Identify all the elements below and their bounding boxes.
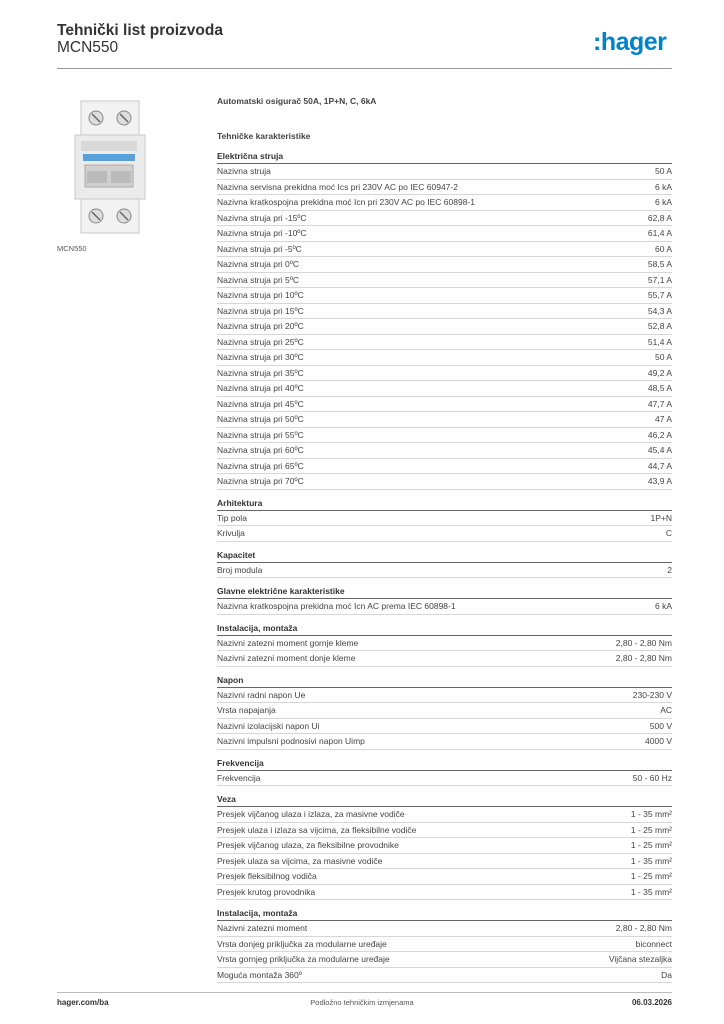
spec-value: Da (661, 969, 672, 980)
spec-label: Nazivna struja pri 5ºC (217, 274, 299, 285)
spec-value: 500 V (649, 720, 672, 731)
spec-label: Nazivna struja pri -10ºC (217, 228, 307, 238)
spec-row (217, 719, 672, 735)
spec-label: Nazivni zatezni moment gornje kleme (217, 637, 359, 648)
spec-value: Vijčana stezaljka (608, 954, 672, 964)
spec-label: Presjek ulaza sa vijcima, za masivne vodiče (217, 855, 383, 866)
spec-value: 6 kA (654, 601, 672, 611)
spec-section (217, 793, 672, 900)
spec-row (217, 195, 672, 211)
spec-row (217, 734, 672, 750)
footer-date: 06.03.2026 (631, 998, 672, 1007)
spec-section (217, 757, 672, 787)
spec-value: 62,8 A (647, 212, 672, 223)
spec-value: 44,7 A (647, 460, 672, 471)
spec-section (217, 585, 672, 615)
spec-value: 51,4 A (647, 336, 672, 347)
spec-row (217, 854, 672, 870)
header-divider (57, 68, 672, 69)
spec-label: Nazivna kratkospojna prekidna moć Icn AC prema IEC 60898-1 (217, 601, 456, 611)
spec-label: Krivulja (217, 528, 245, 538)
spec-row (217, 526, 672, 542)
spec-value: 2,80 - 2,80 Nm (615, 637, 672, 648)
spec-row (217, 211, 672, 227)
spec-section (217, 674, 672, 750)
image-caption: MCN550 (57, 244, 87, 253)
spec-label: Nazivni izolacijski napon Ui (217, 720, 320, 731)
spec-value: 1 - 35 mm² (630, 809, 672, 819)
spec-value: 50 A (654, 352, 672, 362)
spec-value: 49,2 A (647, 367, 672, 378)
spec-row (217, 937, 672, 953)
spec-value: AC (660, 705, 672, 715)
spec-label: Nazivna struja pri -15ºC (217, 212, 307, 223)
tech-heading: Tehničke karakteristike (217, 131, 311, 141)
spec-value: 45,4 A (647, 445, 672, 455)
product-image (57, 99, 161, 235)
section-title: Glavne električne karakteristike (217, 585, 672, 599)
spec-table (217, 150, 672, 990)
spec-row (217, 397, 672, 413)
spec-row (217, 319, 672, 335)
spec-value: 48,5 A (647, 383, 672, 393)
spec-value: 1 - 35 mm² (630, 886, 672, 897)
spec-label: Nazivna struja pri 40ºC (217, 383, 304, 393)
spec-value: biconnect (635, 938, 672, 949)
spec-label: Nazivna struja pri 15ºC (217, 305, 304, 316)
spec-value: 1 - 25 mm² (630, 840, 672, 850)
spec-row (217, 688, 672, 704)
spec-row (217, 511, 672, 527)
spec-row (217, 350, 672, 366)
section-title: Veza (217, 793, 672, 807)
section-title: Instalacija, montaža (217, 907, 672, 921)
spec-label: Frekvencija (217, 772, 261, 783)
spec-value: 6 kA (654, 181, 672, 192)
spec-row (217, 459, 672, 475)
spec-row (217, 952, 672, 968)
section-title: Električna struja (217, 150, 672, 164)
spec-section (217, 497, 672, 542)
spec-label: Vrsta gornjeg priključka za modularne uređaje (217, 954, 390, 964)
spec-value: 2 (667, 564, 672, 575)
section-title: Kapacitet (217, 549, 672, 563)
spec-row (217, 443, 672, 459)
spec-value: 2,80 - 2,80 Nm (615, 923, 672, 933)
spec-row (217, 838, 672, 854)
spec-value: 57,1 A (647, 274, 672, 285)
spec-label: Presjek ulaza i izlaza sa vijcima, za fleksibilne vodiče (217, 824, 417, 835)
spec-row (217, 226, 672, 242)
spec-label: Vrsta napajanja (217, 705, 276, 715)
spec-row (217, 164, 672, 180)
spec-value: 55,7 A (647, 290, 672, 300)
spec-label: Nazivni impulsni podnosivi napon Uimp (217, 736, 365, 746)
spec-label: Nazivna struja pri 25ºC (217, 336, 304, 347)
spec-value: 58,5 A (647, 259, 672, 269)
spec-row (217, 288, 672, 304)
spec-label: Nazivni zatezni moment donje kleme (217, 653, 356, 663)
spec-label: Nazivna struja pri 55ºC (217, 429, 304, 440)
spec-row (217, 366, 672, 382)
spec-label: Nazivna struja (217, 166, 271, 176)
spec-row (217, 651, 672, 667)
section-title: Napon (217, 674, 672, 688)
spec-section (217, 549, 672, 579)
footer-website: hager.com/ba (57, 998, 109, 1007)
spec-label: Nazivna struja pri -5ºC (217, 243, 302, 254)
spec-label: Nazivna struja pri 50ºC (217, 414, 304, 424)
spec-label: Nazivni radni napon Ue (217, 689, 306, 700)
spec-value: C (665, 528, 672, 538)
spec-label: Broj modula (217, 564, 263, 575)
spec-row (217, 257, 672, 273)
spec-label: Nazivna struja pri 60ºC (217, 445, 304, 455)
spec-row (217, 428, 672, 444)
spec-value: 47 A (654, 414, 672, 424)
spec-section (217, 622, 672, 667)
spec-row (217, 968, 672, 984)
spec-label: Presjek fleksibilnog vodiča (217, 871, 317, 881)
spec-label: Nazivna struja pri 10ºC (217, 290, 304, 300)
section-title: Instalacija, montaža (217, 622, 672, 636)
spec-value: 47,7 A (647, 398, 672, 409)
spec-value: 50 - 60 Hz (632, 772, 672, 783)
spec-value: 230-230 V (632, 689, 672, 700)
product-code: MCN550 (57, 39, 119, 56)
spec-row (217, 180, 672, 196)
spec-label: Presjek vijčanog ulaza i izlaza, za masivne vodiče (217, 809, 405, 819)
spec-label: Presjek krutog provodnika (217, 886, 316, 897)
spec-label: Presjek vijčanog ulaza, za fleksibilne provodnike (217, 840, 399, 850)
spec-value: 43,9 A (647, 476, 672, 486)
spec-section (217, 150, 672, 490)
spec-row (217, 242, 672, 258)
spec-label: Nazivna struja pri 70ºC (217, 476, 304, 486)
spec-label: Nazivna struja pri 45ºC (217, 398, 304, 409)
spec-value: 1 - 25 mm² (630, 824, 672, 835)
spec-label: Nazivni zatezni moment (217, 923, 308, 933)
spec-row (217, 807, 672, 823)
spec-value: 1P+N (650, 512, 672, 523)
spec-row (217, 636, 672, 652)
spec-row (217, 869, 672, 885)
spec-value: 2,80 - 2,80 Nm (615, 653, 672, 663)
spec-section (217, 907, 672, 983)
spec-value: 1 - 25 mm² (630, 871, 672, 881)
section-title: Frekvencija (217, 757, 672, 771)
spec-label: Moguća montaža 360º (217, 969, 302, 980)
spec-row (217, 771, 672, 787)
spec-row (217, 335, 672, 351)
spec-label: Tip pola (217, 512, 247, 523)
spec-row (217, 885, 672, 901)
spec-row (217, 304, 672, 320)
footer-note: Podložno tehničkim izmjenama (310, 998, 414, 1007)
spec-value: 52,8 A (647, 321, 672, 331)
spec-label: Nazivna struja pri 30ºC (217, 352, 304, 362)
page-title: Tehnički list proizvoda (57, 22, 223, 39)
section-title: Arhitektura (217, 497, 672, 511)
spec-value: 60 A (654, 243, 672, 254)
spec-label: Nazivna kratkospojna prekidna moć Icn pri 230V AC po IEC 60898-1 (217, 197, 475, 207)
hager-logo: :hager (593, 28, 667, 56)
spec-row (217, 921, 672, 937)
spec-label: Nazivna struja pri 0ºC (217, 259, 299, 269)
spec-value: 61,4 A (647, 228, 672, 238)
spec-label: Nazivna struja pri 20ºC (217, 321, 304, 331)
spec-row (217, 703, 672, 719)
spec-row (217, 273, 672, 289)
spec-value: 1 - 35 mm² (630, 855, 672, 866)
spec-row (217, 823, 672, 839)
spec-label: Nazivna struja pri 65ºC (217, 460, 304, 471)
spec-value: 54,3 A (647, 305, 672, 316)
spec-value: 46,2 A (647, 429, 672, 440)
spec-label: Nazivna struja pri 35ºC (217, 367, 304, 378)
spec-label: Vrsta donjeg priključka za modularne uređaje (217, 938, 387, 949)
spec-row (217, 474, 672, 490)
spec-row (217, 412, 672, 428)
footer-divider (57, 992, 672, 993)
spec-row (217, 381, 672, 397)
product-name: Automatski osigurač 50A, 1P+N, C, 6kA (217, 96, 377, 106)
spec-row (217, 563, 672, 579)
spec-row (217, 599, 672, 615)
spec-label: Nazivna servisna prekidna moć Ics pri 230V AC po IEC 60947-2 (217, 181, 458, 192)
spec-value: 4000 V (645, 736, 672, 746)
spec-value: 50 A (654, 166, 672, 176)
spec-value: 6 kA (654, 197, 672, 207)
